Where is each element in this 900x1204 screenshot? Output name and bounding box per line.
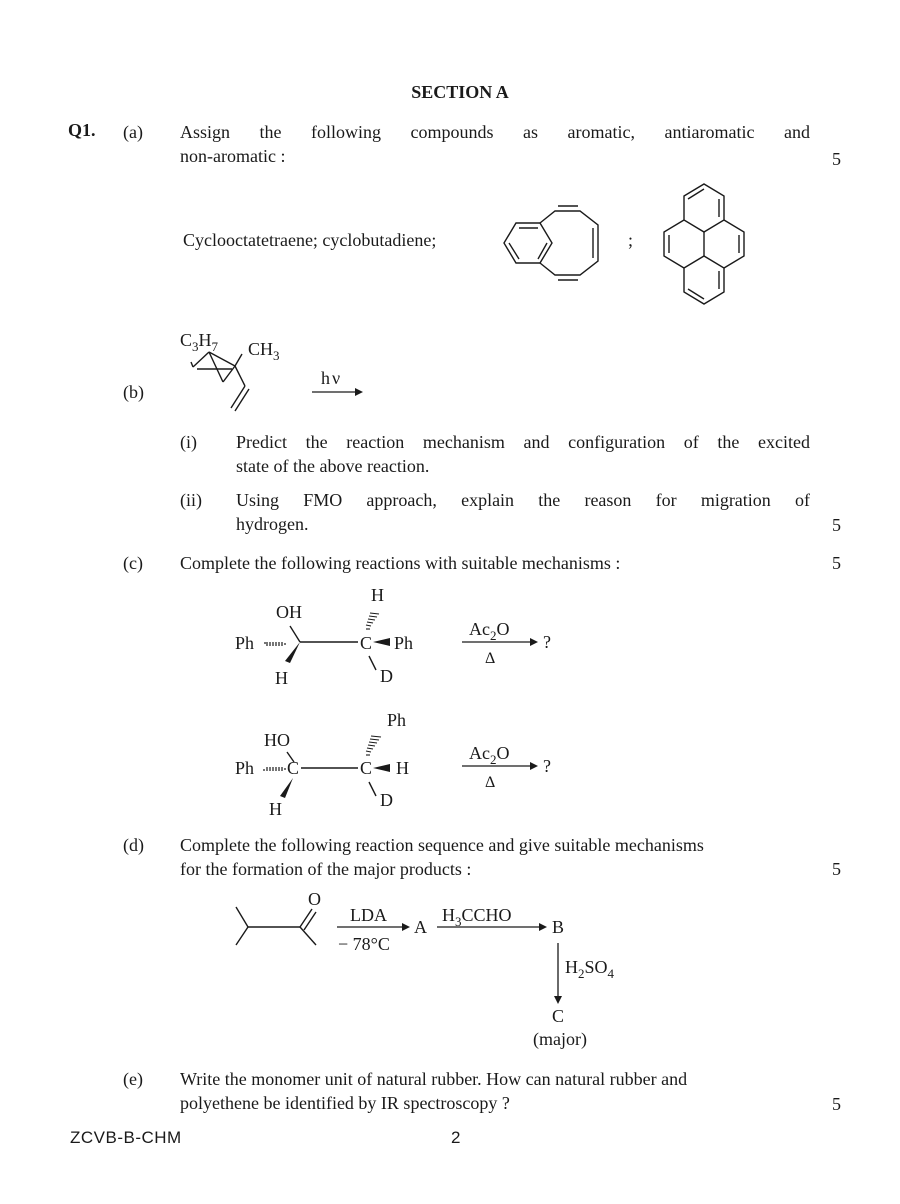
part-c-marks: 5 bbox=[832, 553, 841, 573]
svg-text:C: C bbox=[552, 1006, 565, 1026]
part-b-sub-ii-line2: hydrogen. bbox=[236, 514, 309, 534]
part-c-label: (c) bbox=[123, 553, 143, 573]
svg-text:C: C bbox=[360, 633, 373, 653]
footer-exam-code: ZCVB-B-CHM bbox=[70, 1128, 182, 1147]
svg-text:OH: OH bbox=[276, 602, 302, 622]
part-b-sub-i-line1: Predict the reaction mechanism and configuration of the excited bbox=[236, 432, 810, 452]
part-b-sub-i-label: (i) bbox=[180, 432, 197, 452]
footer-page-number: 2 bbox=[451, 1128, 461, 1147]
svg-text:?: ? bbox=[543, 756, 551, 776]
svg-text:h: h bbox=[321, 368, 330, 388]
part-e-label: (e) bbox=[123, 1069, 143, 1089]
svg-text:H: H bbox=[275, 668, 288, 688]
svg-text:B: B bbox=[552, 917, 565, 937]
part-d-line1: Complete the following reaction sequence and give suitable mechanisms bbox=[180, 835, 704, 855]
part-a-separator: ; bbox=[628, 230, 634, 250]
svg-text:LDA: LDA bbox=[350, 905, 387, 925]
part-b-reaction-scheme bbox=[175, 322, 375, 414]
part-b-sub-ii-line1: Using FMO approach, explain the reason for migration of bbox=[236, 490, 810, 510]
part-a-line2: non-aromatic : bbox=[180, 146, 286, 166]
svg-text:− 78°C: − 78°C bbox=[338, 934, 390, 954]
svg-text:?: ? bbox=[543, 632, 551, 652]
svg-text:Δ: Δ bbox=[485, 774, 496, 791]
svg-text:Ac2O: $Ac_2O$ bbox=[469, 619, 510, 643]
part-a-marks: 5 bbox=[832, 149, 841, 169]
svg-text:H3CCHO: $H_3CCHO$ bbox=[442, 905, 512, 929]
part-e-marks: 5 bbox=[832, 1094, 841, 1114]
svg-text:Ph: Ph bbox=[394, 633, 414, 653]
part-d-reaction-sequence bbox=[230, 883, 650, 1053]
svg-text:C3H7: $C_3H_7$ bbox=[180, 330, 219, 354]
svg-text:HO: HO bbox=[264, 730, 290, 750]
section-title: SECTION A bbox=[411, 82, 509, 102]
svg-text:CH3: $CH_3$ bbox=[248, 339, 280, 363]
part-a-label: (a) bbox=[123, 122, 143, 142]
benzocyclooctatetraene-structure bbox=[495, 198, 625, 288]
svg-text:D: D bbox=[380, 666, 393, 686]
part-c-reaction-1 bbox=[230, 578, 570, 693]
svg-text:C: C bbox=[287, 758, 300, 778]
svg-text:H: H bbox=[396, 758, 409, 778]
svg-text:O: O bbox=[308, 889, 321, 909]
part-e-line1: Write the monomer unit of natural rubber. How can natural rubber and bbox=[180, 1069, 688, 1089]
svg-text:H: H bbox=[269, 799, 282, 819]
part-c-reaction-2 bbox=[230, 700, 570, 822]
part-a-compounds-text: Cyclooctatetraene; cyclobutadiene; bbox=[183, 230, 437, 250]
part-b-marks: 5 bbox=[832, 515, 841, 535]
part-b-sub-i-line2: state of the above reaction. bbox=[236, 456, 430, 476]
svg-text:A: A bbox=[414, 917, 427, 937]
part-e-line2: polyethene be identified by IR spectroscopy ? bbox=[180, 1093, 510, 1113]
svg-text:(major): (major) bbox=[533, 1029, 587, 1049]
svg-text:Ph: Ph bbox=[235, 758, 255, 778]
part-d-marks: 5 bbox=[832, 859, 841, 879]
svg-text:Δ: Δ bbox=[485, 650, 496, 667]
svg-text:H2SO4: $H_2SO_4$ bbox=[565, 957, 615, 981]
svg-text:Ph: Ph bbox=[235, 633, 255, 653]
question-number: Q1. bbox=[68, 120, 96, 140]
svg-text:Ph: Ph bbox=[387, 710, 407, 730]
svg-text:H: H bbox=[371, 585, 384, 605]
part-c-text: Complete the following reactions with suitable mechanisms : bbox=[180, 553, 621, 573]
part-a-line1: Assign the following compounds as aromatic, antiaromatic and bbox=[180, 122, 810, 142]
svg-text:C: C bbox=[360, 758, 373, 778]
part-b-label: (b) bbox=[123, 382, 144, 402]
svg-text:ν: ν bbox=[332, 368, 341, 388]
part-d-line2: for the formation of the major products : bbox=[180, 859, 472, 879]
svg-text:D: D bbox=[380, 790, 393, 810]
part-b-sub-ii-label: (ii) bbox=[180, 490, 202, 510]
part-d-label: (d) bbox=[123, 835, 144, 855]
pyrene-structure bbox=[652, 178, 762, 308]
svg-text:Ac2O: $Ac_2O$ bbox=[469, 743, 510, 767]
